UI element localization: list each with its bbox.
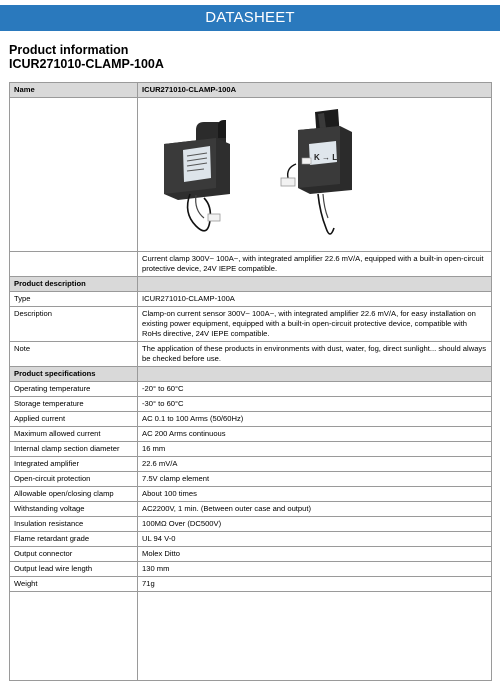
image-caption-row <box>10 252 492 277</box>
spec-label: Insulation resistance <box>10 517 138 532</box>
section-product-specifications <box>10 367 492 382</box>
spec-row <box>10 577 492 592</box>
spec-row <box>10 292 492 307</box>
section-product-description-value-cell <box>138 277 492 292</box>
spec-row <box>10 487 492 502</box>
spec-row <box>10 307 492 342</box>
spec-value: 71g <box>138 577 492 592</box>
section-product-description <box>10 277 492 292</box>
spec-label: Output lead wire length <box>10 562 138 577</box>
section-product-specifications-value-cell <box>138 367 492 382</box>
spec-value: 130 mm <box>138 562 492 577</box>
spec-row <box>10 472 492 487</box>
product-photos-svg <box>138 98 493 247</box>
spec-row <box>10 562 492 577</box>
spec-value: AC 0.1 to 100 Arms (50/60Hz) <box>138 412 492 427</box>
page-title-line1: Product information <box>9 43 129 57</box>
spec-row <box>10 502 492 517</box>
image-row-label-cell <box>10 98 138 252</box>
spec-row <box>10 547 492 562</box>
spec-row <box>10 427 492 442</box>
spec-row <box>10 412 492 427</box>
spec-value: About 100 times <box>138 487 492 502</box>
spec-value: UL 94 V-0 <box>138 532 492 547</box>
k-to-l-label: K → L <box>314 153 338 162</box>
current-clamp-photo-front-icon <box>281 109 352 234</box>
spec-label: Weight <box>10 577 138 592</box>
image-cell <box>138 98 492 252</box>
empty-label-cell <box>10 592 138 681</box>
spec-label: Operating temperature <box>10 382 138 397</box>
page-title <box>9 43 164 71</box>
banner-title: DATASHEET <box>205 9 295 26</box>
spec-label: Flame retardant grade <box>10 532 138 547</box>
spec-row <box>10 532 492 547</box>
spec-label: Allowable open/closing clamp <box>10 487 138 502</box>
page-title-product-code: ICUR271010-CLAMP-100A <box>9 57 164 71</box>
product-spec-table <box>9 82 492 681</box>
spec-row <box>10 442 492 457</box>
spec-label: Internal clamp section diameter <box>10 442 138 457</box>
spec-label: Withstanding voltage <box>10 502 138 517</box>
spec-row <box>10 517 492 532</box>
spec-label: Applied current <box>10 412 138 427</box>
image-row <box>10 98 492 252</box>
spec-label: Integrated amplifier <box>10 457 138 472</box>
spec-value: 16 mm <box>138 442 492 457</box>
spec-value: Clamp-on current sensor 300V~ 100A~, with integrated amplifier 22.6 mV/A, for easy installation on existing power equipment, equipped with a built-in open-circuit protective device, compatible with RoHs directive, 24V IEPE compatible. <box>138 307 492 342</box>
image-caption: Current clamp 300V~ 100A~, with integrated amplifier 22.6 mV/A, equipped with a built-in open-circuit protective device, 24V IEPE compatible. <box>138 252 492 277</box>
datasheet-banner <box>0 5 500 31</box>
empty-row <box>10 592 492 681</box>
section-product-description-label: Product description <box>10 277 138 292</box>
spec-value: 100MΩ Over (DC500V) <box>138 517 492 532</box>
spec-value: -30° to 60°C <box>138 397 492 412</box>
spec-value: AC 200 Arms continuous <box>138 427 492 442</box>
spec-label: Type <box>10 292 138 307</box>
spec-value: -20° to 60°C <box>138 382 492 397</box>
caption-label-cell <box>10 252 138 277</box>
spec-label: Maximum allowed current <box>10 427 138 442</box>
current-clamp-photo-side-icon <box>164 120 230 231</box>
name-value: ICUR271010-CLAMP-100A <box>138 83 492 98</box>
name-label: Name <box>10 83 138 98</box>
spec-row <box>10 342 492 367</box>
spec-value: Molex Ditto <box>138 547 492 562</box>
spec-label: Storage temperature <box>10 397 138 412</box>
empty-value-cell <box>138 592 492 681</box>
spec-value: The application of these products in environments with dust, water, fog, direct sunlight... should always be checked before use. <box>138 342 492 367</box>
spec-row <box>10 457 492 472</box>
spec-value: AC2200V, 1 min. (Between outer case and output) <box>138 502 492 517</box>
spec-label: Output connector <box>10 547 138 562</box>
spec-value: 22.6 mV/A <box>138 457 492 472</box>
spec-value: 7.5V clamp element <box>138 472 492 487</box>
spec-label: Description <box>10 307 138 342</box>
product-photos <box>138 98 491 247</box>
table-header-row <box>10 83 492 98</box>
spec-row <box>10 382 492 397</box>
spec-row <box>10 397 492 412</box>
spec-value: ICUR271010-CLAMP-100A <box>138 292 492 307</box>
spec-label: Note <box>10 342 138 367</box>
spec-label: Open-circuit protection <box>10 472 138 487</box>
section-product-specifications-label: Product specifications <box>10 367 138 382</box>
